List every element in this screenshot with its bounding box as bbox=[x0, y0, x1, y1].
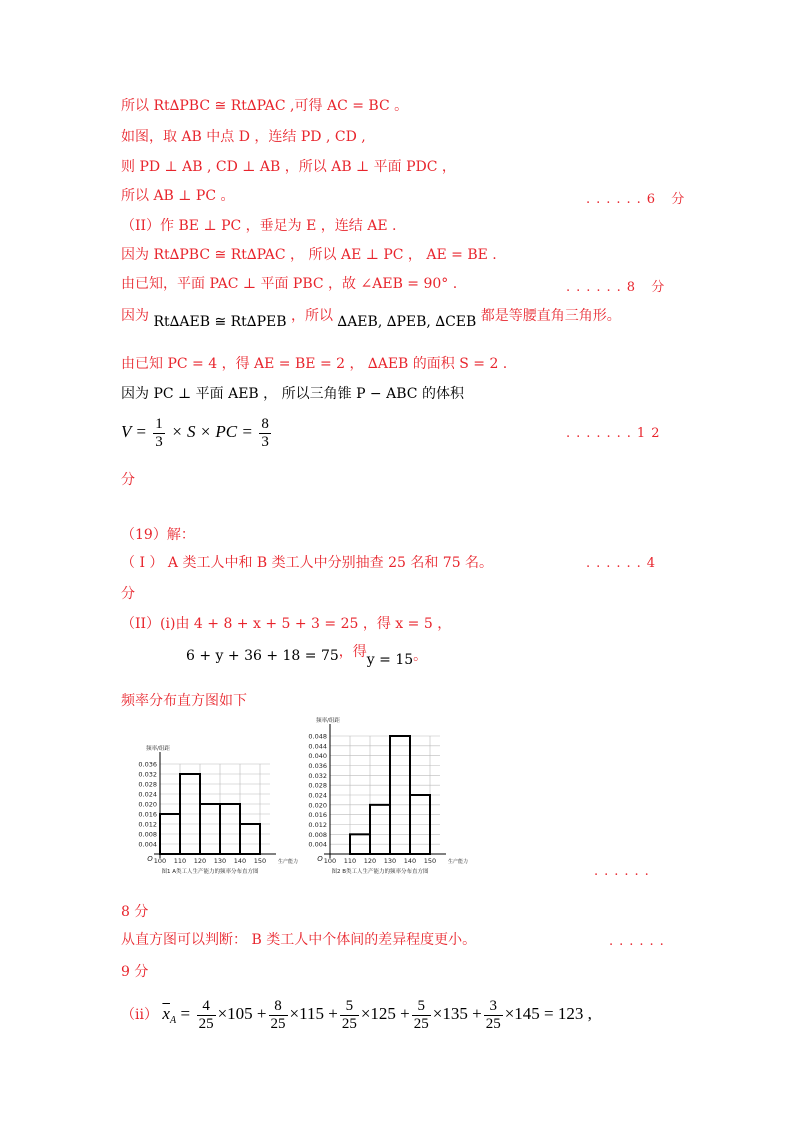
histogram-bar bbox=[220, 804, 240, 854]
proof-line-1: 所以 Rt∆PBC ≅ Rt∆PAC ,可得 AC = BC 。 bbox=[121, 98, 409, 114]
y-tick-label: 0.032 bbox=[308, 771, 327, 780]
mean-term-fraction bbox=[197, 998, 216, 1033]
volume-lhs: V = bbox=[121, 422, 147, 441]
frac-num: 5 bbox=[412, 998, 431, 1016]
frac-num: 3 bbox=[484, 998, 503, 1016]
x-tick-label: 120 bbox=[363, 857, 377, 865]
mean-term-fraction bbox=[484, 998, 503, 1033]
chart-caption: 图2 B类工人生产能力的频率分布直方图 bbox=[331, 869, 429, 875]
isosceles-text: 都是等腰直角三角形。 bbox=[480, 308, 621, 324]
proof-line-3: 则 PD ⊥ AB , CD ⊥ AB ，所以 AB ⊥ 平面 PDC ， bbox=[121, 159, 456, 175]
frac-num: 8 bbox=[261, 415, 269, 432]
fraction-eight-thirds bbox=[259, 416, 271, 451]
frac-den: 25 bbox=[485, 1015, 501, 1032]
y-tick-label: 0.024 bbox=[308, 791, 327, 800]
score-6: ......6 分 bbox=[586, 192, 691, 207]
proof-line-10: 因为 PC ⊥ 平面 AEB ， 所以三角锥 P − ABC 的体积 bbox=[121, 386, 464, 402]
frac-den: 3 bbox=[261, 433, 269, 450]
y-axis-title: 频率/组距 bbox=[146, 746, 170, 752]
q19-heading: （19）解： bbox=[121, 527, 195, 543]
histogram-intro: 频率分布直方图如下 bbox=[121, 693, 247, 709]
y-tick-label: 0.028 bbox=[138, 780, 157, 789]
mean-symbol: $\overline{x}$ bbox=[162, 1004, 170, 1023]
triangles-expr: ∆AEB, ∆PEB, ∆CEB bbox=[337, 314, 477, 330]
congruence-expr: Rt∆AEB ≅ Rt∆PEB bbox=[153, 314, 287, 330]
y-tick-label: 0.008 bbox=[308, 830, 327, 839]
y-tick-label: 0.036 bbox=[308, 762, 327, 770]
frac-num: 4 bbox=[197, 998, 216, 1016]
score-8-dots: ...... bbox=[594, 864, 655, 879]
x-tick-label: 130 bbox=[213, 857, 227, 865]
volume-mid: × S × PC = bbox=[171, 422, 253, 441]
proof-line-6: 因为 Rt∆PBC ≅ Rt∆PAC ， 所以 AE ⊥ PC ， AE = BE . bbox=[121, 247, 497, 263]
y-tick-label: 0.012 bbox=[308, 821, 327, 829]
y-tick-label: 0.016 bbox=[138, 810, 157, 819]
score-12: .......12 bbox=[566, 426, 666, 441]
y-tick-label: 0.012 bbox=[138, 820, 157, 829]
x-tick-label: 100 bbox=[323, 857, 337, 865]
frac-num: 5 bbox=[340, 998, 359, 1016]
y-tick-label: 0.036 bbox=[138, 760, 157, 769]
frac-den: 3 bbox=[155, 433, 163, 450]
proof-line-7: 由已知，平面 PAC ⊥ 平面 PBC ，故 ∠AEB = 90° . bbox=[121, 276, 458, 292]
frac-den: 25 bbox=[270, 1015, 286, 1032]
equals-sign: = bbox=[180, 1004, 191, 1023]
y-tick-label: 0.004 bbox=[138, 840, 157, 849]
score-9-dots: ...... bbox=[609, 934, 670, 949]
histogram-b bbox=[290, 718, 469, 878]
histogram-bar bbox=[240, 824, 260, 854]
so-label: ，所以 bbox=[290, 308, 333, 324]
x-tick-label: 120 bbox=[193, 857, 207, 865]
frac-den: 25 bbox=[198, 1015, 214, 1032]
x-tick-label: 110 bbox=[173, 857, 187, 865]
score-4: ......4 bbox=[586, 556, 662, 571]
y-equation: 6 + y + 36 + 18 = 75 bbox=[186, 648, 339, 664]
mean-term-text: ×115 + bbox=[289, 1004, 338, 1023]
y-tick-label: 0.004 bbox=[308, 840, 327, 849]
x-tick-label: 140 bbox=[233, 857, 247, 865]
conclusion-line: 从直方图可以判断： B 类工人中个体间的差异程度更小。 bbox=[121, 932, 477, 948]
mean-term-text: ×125 + bbox=[360, 1004, 410, 1023]
y-tick-label: 0.020 bbox=[308, 801, 327, 810]
x-tick-label: 110 bbox=[343, 857, 357, 865]
part-ii-label: （ii） bbox=[121, 1007, 158, 1023]
x-tick-label: 150 bbox=[253, 857, 267, 865]
x-tick-label: 140 bbox=[403, 857, 417, 865]
frac-num: 1 bbox=[155, 415, 163, 432]
fraction-one-third bbox=[153, 416, 165, 451]
mean-term-text: ×145 = 123 , bbox=[504, 1004, 592, 1023]
y-tick-label: 0.028 bbox=[308, 781, 327, 790]
histogram-bar bbox=[370, 805, 390, 854]
chart-caption: 图1 A类工人生产能力的频率分布直方图 bbox=[161, 869, 259, 875]
score-12-unit: 分 bbox=[121, 472, 135, 488]
frac-num: 8 bbox=[269, 998, 288, 1016]
histogram-a bbox=[120, 746, 299, 878]
proof-line-2: 如图，取 AB 中点 D ，连结 PD , CD , bbox=[121, 129, 366, 145]
y-tick-label: 0.016 bbox=[308, 811, 327, 820]
x-tick-label: 130 bbox=[383, 857, 397, 865]
x-tick-label: 150 bbox=[423, 857, 437, 865]
y-tick-label: 0.044 bbox=[308, 742, 327, 751]
y-tick-label: 0.040 bbox=[308, 752, 327, 761]
score-4-unit: 分 bbox=[121, 586, 135, 602]
y-tick-label: 0.008 bbox=[138, 830, 157, 839]
get-label: ，得 bbox=[338, 644, 367, 660]
origin-label: O bbox=[317, 855, 323, 863]
y-tick-label: 0.032 bbox=[138, 770, 157, 779]
y-tick-label: 0.048 bbox=[308, 732, 327, 741]
x-axis-title: 生产能力 bbox=[448, 859, 469, 865]
proof-line-8 bbox=[121, 306, 621, 330]
score-8: ......8 分 bbox=[566, 280, 671, 295]
mean-a-formula bbox=[121, 994, 592, 1041]
x-tick-label: 100 bbox=[153, 857, 167, 865]
proof-line-4: 所以 AB ⊥ PC 。 bbox=[121, 188, 235, 204]
mean-terms bbox=[195, 997, 592, 1032]
score-8-unit: 8 分 bbox=[121, 904, 149, 920]
proof-line-5: （II）作 BE ⊥ PC ，垂足为 E ，连结 AE . bbox=[121, 218, 397, 234]
because-label: 因为 bbox=[121, 308, 149, 324]
mean-term-text: ×135 + bbox=[432, 1004, 482, 1023]
y-tick-label: 0.024 bbox=[138, 790, 157, 799]
proof-line-9: 由已知 PC = 4 ，得 AE = BE = 2 ， ∆AEB 的面积 S = 2 . bbox=[121, 356, 508, 372]
histogram-bar bbox=[200, 804, 220, 854]
mean-term-fraction bbox=[412, 998, 431, 1033]
y-value: y = 15 bbox=[366, 652, 414, 668]
x-axis-title: 生产能力 bbox=[278, 859, 299, 865]
q19-part2-i: （II）(i)由 4 + 8 + x + 5 + 3 = 25 ，得 x = 5 ， bbox=[121, 616, 452, 632]
mean-term-fraction bbox=[269, 998, 288, 1033]
frac-den: 25 bbox=[341, 1015, 357, 1032]
y-tick-label: 0.020 bbox=[138, 800, 157, 809]
y-axis-title: 频率/组距 bbox=[316, 718, 340, 724]
frac-den: 25 bbox=[413, 1015, 429, 1032]
mean-subscript: A bbox=[169, 1014, 177, 1026]
period: 。 bbox=[413, 648, 428, 664]
q19-part2-y bbox=[186, 646, 427, 666]
mean-term-text: ×105 + bbox=[217, 1004, 267, 1023]
origin-label: O bbox=[147, 855, 153, 863]
score-9-unit: 9 分 bbox=[121, 964, 149, 980]
q19-part1: （ I ） A 类工人中和 B 类工人中分别抽查 25 名和 75 名。 bbox=[121, 555, 494, 571]
volume-formula bbox=[121, 414, 273, 451]
mean-term-fraction bbox=[340, 998, 359, 1033]
